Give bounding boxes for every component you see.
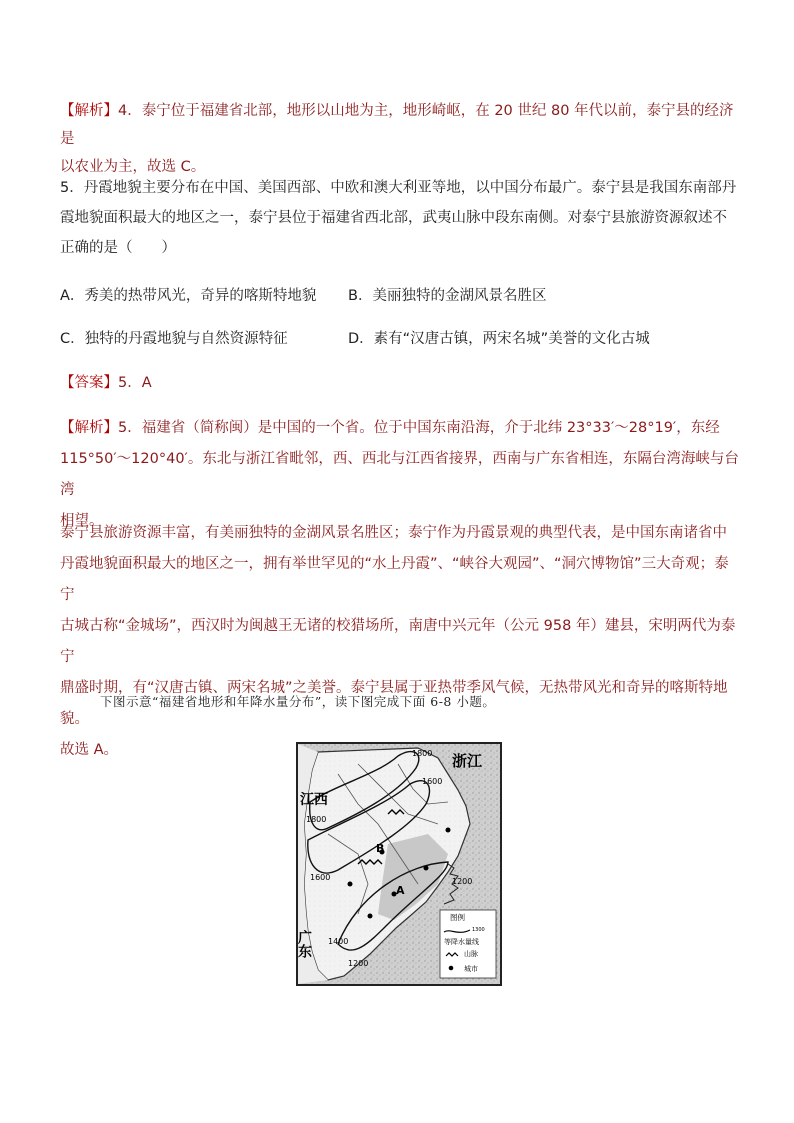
q5-stem-line1: 5．丹霞地貌主要分布在中国、美国西部、中欧和澳大利亚等地，以中国分布最广。泰宁县是我国东南部丹: [60, 180, 737, 196]
legend-mountain-label: 山脉: [464, 950, 478, 958]
label-guangdong-1: 广东: [296, 930, 312, 958]
legend-isoline-label: 等降水量线: [444, 938, 479, 946]
analysis-tag: 【解析】: [60, 420, 118, 436]
q5-stem-line3: 正确的是（ ）: [60, 240, 176, 256]
figure-caption: 下图示意“福建省地形和年降水量分布”，读下图完成下面 6-8 小题。: [100, 694, 496, 709]
q4-analysis: [60, 97, 740, 181]
label-1200-bottom: 1200: [348, 959, 369, 968]
option-b[interactable]: B．美丽独特的金湖风景名胜区: [348, 288, 547, 304]
label-point-a: A: [396, 884, 405, 897]
city-dot: [446, 828, 451, 833]
q5-stem: [60, 173, 740, 263]
q5-analysis-p1-line1: 【解析】5．福建省（简称闽）是中国的一个省。位于中国东南沿海，介于北纬 23°33′～28°19′，东经: [60, 420, 720, 436]
q5-analysis-p1-line3: 相望。: [60, 513, 104, 529]
q5-analysis-p2-line1: 泰宁县旅游资源丰富，有美丽独特的金湖风景名胜区；泰宁作为丹霞景观的典型代表，是中国东南诸省中: [60, 525, 727, 541]
q5-analysis-p2-line3: 古城古称“金城场”，西汉时为闽越王无诸的校猎场所，南唐中兴元年（公元 958 年）建县，宋明两代为泰宁: [60, 618, 736, 665]
q5-analysis-p2-line4: 鼎盛时期，有“汉唐古镇、两宋名城”之美誉。泰宁县属于亚热带季风气候，无热带风光和奇异的喀斯特地貌。: [60, 680, 728, 727]
q4-analysis-line1: 【解析】4．泰宁位于福建省北部，地形以山地为主，地形崎岖，在 20 世纪 80 年代以前，泰宁县的经济是: [60, 103, 734, 147]
q5-analysis-p2-line2: 丹霞地貌面积最大的地区之一，拥有举世罕见的“水上丹霞”、“峡谷大观园”、“洞穴博物馆”三大奇观；泰宁: [60, 556, 729, 603]
label-point-b: B: [376, 842, 385, 855]
q4-analysis-line2: 以农业为主，故选 C。: [60, 159, 206, 175]
label-jiangxi: 江西: [300, 792, 328, 808]
q5-analysis-p2-line5: 故选 A。: [60, 742, 119, 758]
label-1400: 1400: [328, 937, 349, 946]
option-a[interactable]: A．秀美的热带风光，奇异的喀斯特地貌: [60, 288, 317, 304]
q5-options-row2: [60, 327, 650, 348]
analysis-tag: 【解析】: [60, 103, 118, 119]
q5-answer: [60, 369, 740, 397]
legend: [440, 910, 496, 978]
label-1600-top: 1600: [422, 777, 443, 786]
label-1200-right: 1200: [452, 877, 473, 886]
option-c[interactable]: C．独特的丹霞地貌与自然资源特征: [60, 331, 288, 347]
label-zhejiang: 浙江: [452, 752, 483, 770]
answer-text: 5．A: [118, 375, 152, 391]
option-d[interactable]: D．素有“汉唐古镇，两宋名城”美誉的文化古城: [348, 331, 650, 347]
label-1600-left: 1600: [310, 873, 331, 882]
legend-city-symbol: [449, 966, 454, 971]
legend-isoline-value: 1300: [472, 927, 485, 933]
legend-city-label: 城市: [464, 965, 478, 973]
legend-title: 图例: [450, 913, 465, 922]
city-dot: [424, 866, 429, 871]
q5-analysis-p2: [60, 518, 740, 766]
city-dot: [348, 882, 353, 887]
map-svg: [298, 744, 500, 984]
answer-tag: 【答案】: [60, 375, 118, 391]
label-1800-top: 1800: [412, 749, 433, 758]
label-1800-left: 1800: [306, 815, 327, 824]
city-dot: [368, 914, 373, 919]
q5-stem-line2: 霞地貌面积最大的地区之一，泰宁县位于福建省西北部，武夷山脉中段东南侧。对泰宁县旅游资源叙述不: [60, 210, 727, 226]
q5-options-row1: [60, 284, 546, 305]
fujian-map: [296, 742, 502, 986]
q5-analysis-p1-line2: 115°50′～120°40′。东北与浙江省毗邻，西、西北与江西省接界，西南与广东省相连，东隔台湾海峡与台湾: [60, 451, 739, 498]
